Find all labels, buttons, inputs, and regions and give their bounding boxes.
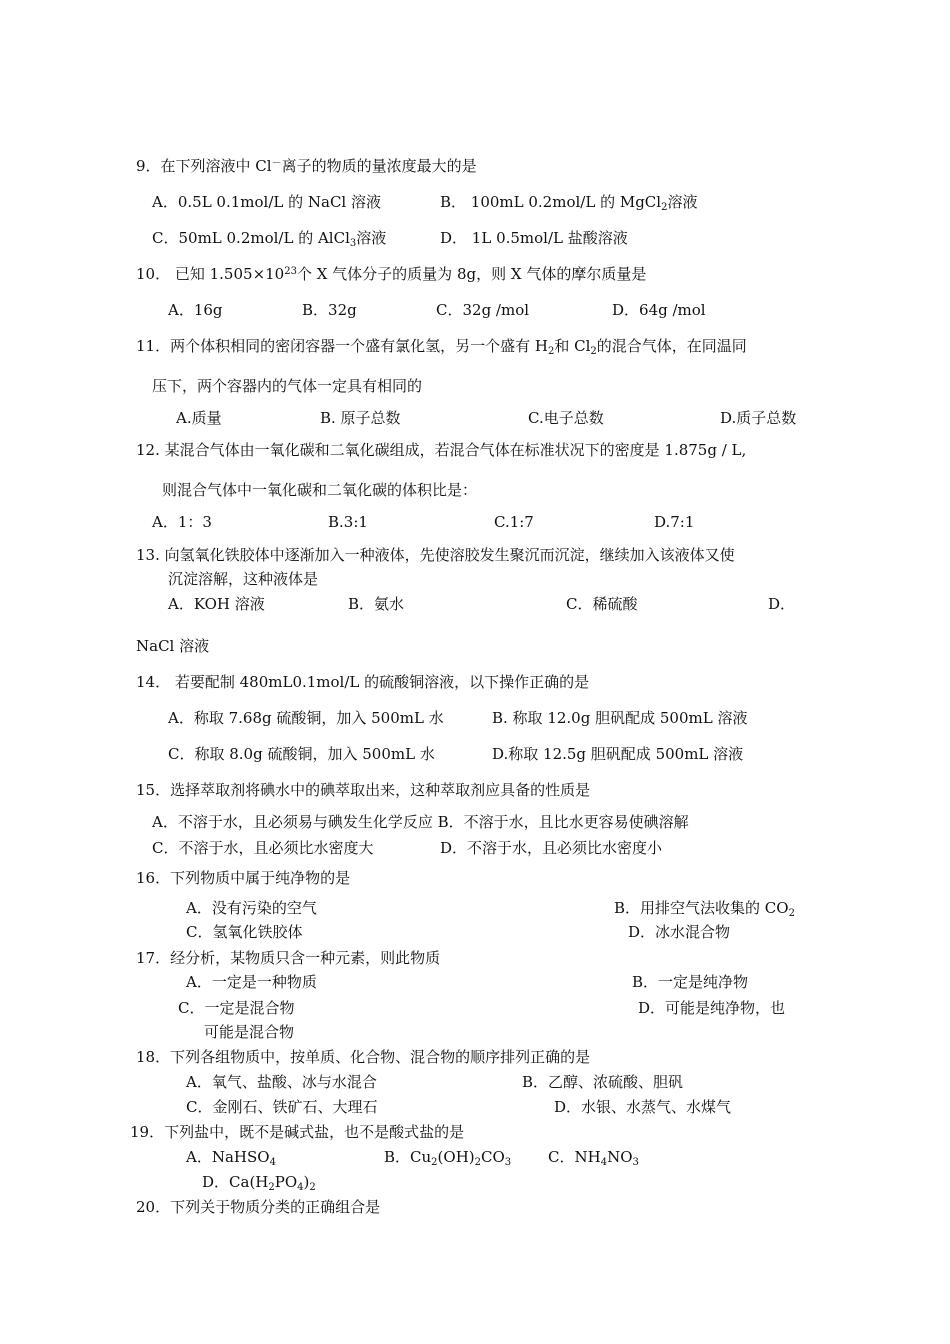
q12-option-a: A．1：3 bbox=[152, 513, 212, 531]
q17-option-d-cont: 可能是混合物 bbox=[204, 1023, 295, 1041]
q19-option-a: A．NaHSO$_4$ bbox=[186, 1148, 276, 1168]
q10-option-c: C．32g /mol bbox=[436, 301, 530, 319]
q13-stem: 13. 向氢氧化铁胶体中逐渐加入一种液体，先使溶胶发生聚沉而沉淀，继续加入该液体又使 bbox=[136, 546, 735, 564]
q16-option-c: C．氢氧化铁胶体 bbox=[186, 923, 303, 941]
q14-stem: 14． 若要配制 480mL0.1mol/L 的硫酸铜溶液，以下操作正确的是 bbox=[136, 673, 590, 691]
q13-option-c: C．稀硫酸 bbox=[566, 595, 638, 613]
q16-option-b: B．用排空气法收集的 $CO_2$ bbox=[614, 899, 795, 919]
q13-stem-line2: 沉淀溶解，这种液体是 bbox=[168, 570, 319, 588]
q13-option-d-cont: NaCl 溶液 bbox=[136, 637, 210, 655]
q14-option-a: A．称取 7.68g 硫酸铜，加入 500mL 水 bbox=[168, 709, 444, 727]
q11-option-a: A.质量 bbox=[176, 409, 222, 427]
q18-stem: 18．下列各组物质中，按单质、化合物、混合物的顺序排列正确的是 bbox=[136, 1048, 591, 1066]
q11-stem-line2: 压下，两个容器内的气体一定具有相同的 bbox=[152, 377, 423, 395]
q14-option-b: B. 称取 12.0g 胆矾配成 500mL 溶液 bbox=[492, 709, 748, 727]
q16-stem: 16．下列物质中属于纯净物的是 bbox=[136, 869, 351, 887]
q12-option-c: C.1:7 bbox=[494, 513, 534, 531]
q11-option-b: B. 原子总数 bbox=[320, 409, 401, 427]
q19-option-b: B．$Cu_2(OH)_2CO_3$ bbox=[384, 1148, 512, 1168]
q18-option-a: A．氧气、盐酸、冰与水混合 bbox=[186, 1073, 377, 1091]
q10-stem: 10． 已知 $1.505\times 10^{23}$个 X 气体分子的质量为 8g，则 X 气体的摩尔质量是 bbox=[136, 265, 647, 283]
q12-option-d: D.7:1 bbox=[654, 513, 695, 531]
q17-option-b: B．一定是纯净物 bbox=[632, 973, 749, 991]
q14-option-c: C．称取 8.0g 硫酸铜，加入 500mL 水 bbox=[168, 745, 435, 763]
q19-option-c: C．$NH_4NO_3$ bbox=[548, 1148, 639, 1168]
q11-stem: 11．两个体积相同的密闭容器一个盛有氯化氢，另一个盛有 $H_2$和 $Cl_2$的混合气体，在同温同 bbox=[136, 337, 747, 357]
q9-option-b: B． 100mL 0.2mol/L 的 MgCl$_2$溶液 bbox=[440, 193, 698, 213]
q17-option-c: C．一定是混合物 bbox=[178, 999, 295, 1017]
q18-option-b: B．乙醇、浓硫酸、胆矾 bbox=[522, 1073, 684, 1091]
q10-option-d: D．64g /mol bbox=[612, 301, 706, 319]
q16-option-a: A．没有污染的空气 bbox=[186, 899, 317, 917]
q10-option-b: B．32g bbox=[302, 301, 357, 319]
q17-option-a: A．一定是一种物质 bbox=[186, 973, 317, 991]
q20-stem: 20．下列关于物质分类的正确组合是 bbox=[136, 1198, 381, 1216]
q19-stem: 19．下列盐中，既不是碱式盐，也不是酸式盐的是 bbox=[130, 1123, 465, 1141]
q18-option-d: D．水银、水蒸气、水煤气 bbox=[554, 1098, 732, 1116]
q9-stem: 9．在下列溶液中 Cl－离子的物质的量浓度最大的是 bbox=[136, 157, 477, 175]
q9-option-d: D． 1L 0.5mol/L 盐酸溶液 bbox=[440, 229, 628, 247]
q12-stem: 12. 某混合气体由一氧化碳和二氧化碳组成，若混合气体在标准状况下的密度是 1.875g / L, bbox=[136, 441, 747, 459]
q9-option-a: A．0.5L 0.1mol/L 的 NaCl 溶液 bbox=[152, 193, 381, 211]
q15-option-d: D．不溶于水，且必须比水密度小 bbox=[440, 839, 663, 857]
q15-options-ab: A．不溶于水，且必须易与碘发生化学反应 B．不溶于水，且比水更容易使碘溶解 bbox=[152, 813, 689, 831]
q13-option-a: A．KOH 溶液 bbox=[168, 595, 265, 613]
q19-option-d: D．$Ca(H_2PO_4)_2$ bbox=[202, 1173, 316, 1193]
q12-stem-line2: 则混合气体中一氧化碳和二氧化碳的体积比是： bbox=[162, 481, 478, 499]
q11-option-c: C.电子总数 bbox=[528, 409, 604, 427]
q15-option-c: C．不溶于水，且必须比水密度大 bbox=[152, 839, 374, 857]
q13-option-b: B．氨水 bbox=[348, 595, 405, 613]
q15-stem: 15．选择萃取剂将碘水中的碘萃取出来，这种萃取剂应具备的性质是 bbox=[136, 781, 591, 799]
q10-option-a: A．16g bbox=[168, 301, 223, 319]
q12-option-b: B.3:1 bbox=[328, 513, 368, 531]
q17-stem: 17．经分析，某物质只含一种元素，则此物质 bbox=[136, 949, 441, 967]
q18-option-c: C．金刚石、铁矿石、大理石 bbox=[186, 1098, 378, 1116]
q17-option-d: D．可能是纯净物，也 bbox=[638, 999, 786, 1017]
q11-option-d: D.质子总数 bbox=[720, 409, 797, 427]
q14-option-d: D.称取 12.5g 胆矾配成 500mL 溶液 bbox=[492, 745, 744, 763]
q16-option-d: D．冰水混合物 bbox=[628, 923, 731, 941]
q9-option-c: C．50mL 0.2mol/L 的 AlCl$_3$溶液 bbox=[152, 229, 387, 249]
q13-option-d: D． bbox=[768, 595, 796, 613]
